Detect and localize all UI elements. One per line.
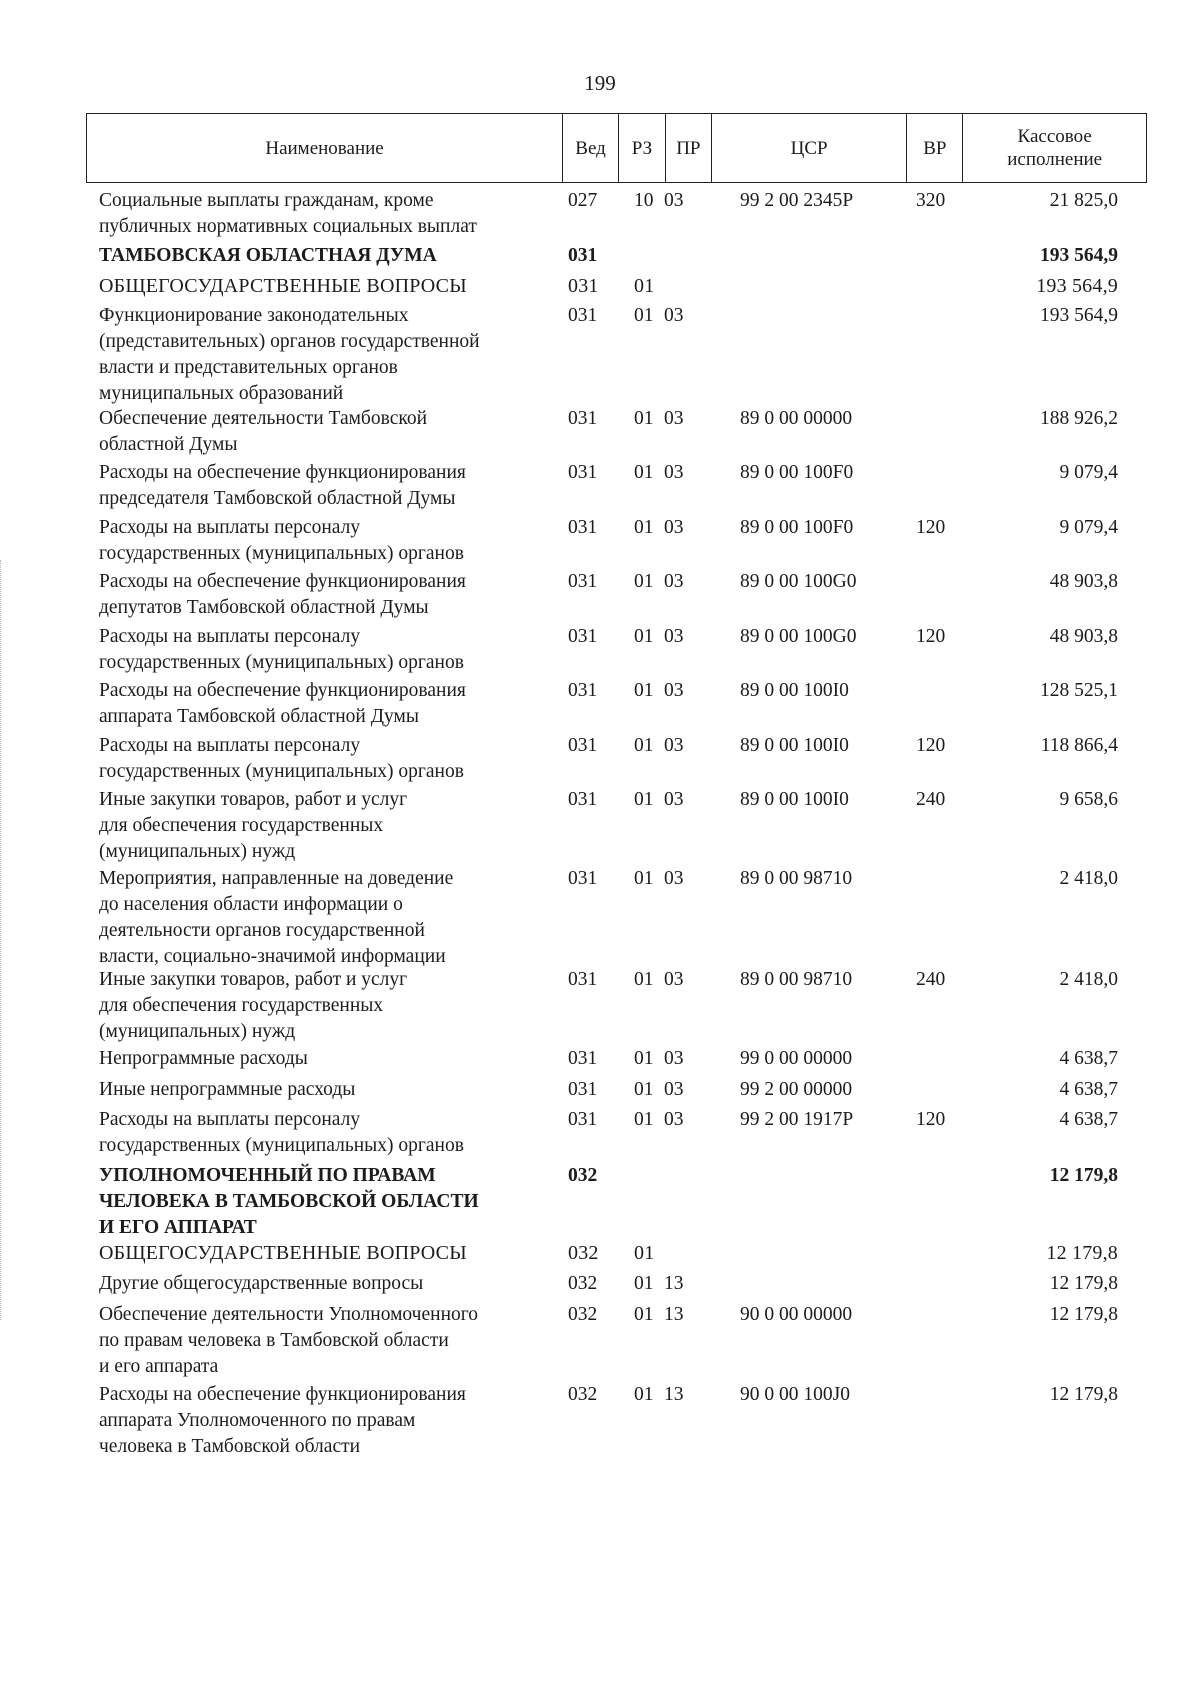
cell-ved: 031 (568, 735, 598, 756)
cell-rz: 01 (634, 789, 654, 810)
cell-ved: 031 (568, 517, 598, 538)
cell-ved: 031 (568, 868, 598, 889)
cell-pr: 03 (664, 408, 684, 429)
cell-csr: 99 2 00 00000 (740, 1079, 853, 1100)
cell-rz: 10 (634, 190, 654, 211)
cell-rz: 01 (634, 1242, 655, 1264)
header-name: Наименование (87, 114, 563, 182)
cell-kassovoe-ispolnenie: 4 638,7 (1059, 1079, 1118, 1100)
cell-name: Мероприятия, направленные на доведение до населения области информации о деятельности органов государственной власти, социально-значимой информации (99, 868, 454, 967)
cell-name: Расходы на обеспечение функционирования аппарата Уполномоченного по правам человека в Тамбовской области (99, 1384, 466, 1457)
cell-rz: 01 (634, 1079, 654, 1100)
cell-name: Иные закупки товаров, работ и услуг для обеспечения государственных (муниципальных) нужд (99, 789, 408, 862)
cell-vr: 120 (916, 517, 946, 538)
cell-rz: 01 (634, 1304, 654, 1325)
cell-kassovoe-ispolnenie: 12 179,8 (1046, 1242, 1118, 1264)
cell-rz: 01 (634, 408, 654, 429)
cell-ved: 031 (568, 1079, 598, 1100)
cell-csr: 89 0 00 100F0 (740, 462, 854, 483)
cell-kassovoe-ispolnenie: 9 658,6 (1059, 789, 1118, 810)
cell-kassovoe-ispolnenie: 48 903,8 (1049, 571, 1118, 592)
cell-name: Иные непрограммные расходы (99, 1079, 356, 1100)
cell-vr: 240 (916, 789, 946, 810)
cell-csr: 99 0 00 00000 (740, 1048, 853, 1069)
cell-csr: 99 2 00 2345P (740, 190, 854, 211)
table-header (86, 113, 1147, 183)
cell-name: Расходы на выплаты персоналу государственных (муниципальных) органов (99, 1109, 464, 1156)
cell-rz: 01 (634, 735, 654, 756)
cell-kassovoe-ispolnenie: 128 525,1 (1040, 680, 1118, 701)
cell-pr: 13 (664, 1384, 684, 1405)
cell-rz: 01 (634, 275, 655, 297)
cell-csr: 90 0 00 100J0 (740, 1384, 850, 1405)
cell-name: Расходы на обеспечение функционирования депутатов Тамбовской областной Думы (99, 571, 466, 618)
cell-pr: 03 (664, 1079, 684, 1100)
cell-ved: 031 (568, 275, 599, 297)
cell-ved: 031 (568, 462, 598, 483)
cell-pr: 13 (664, 1304, 684, 1325)
cell-ved: 032 (568, 1165, 598, 1186)
cell-ved: 031 (568, 571, 598, 592)
cell-rz: 01 (634, 305, 654, 326)
cell-csr: 89 0 00 98710 (740, 868, 853, 889)
header-rz: РЗ (619, 114, 666, 182)
cell-rz: 01 (634, 680, 654, 701)
cell-kassovoe-ispolnenie: 188 926,2 (1040, 408, 1118, 429)
cell-csr: 89 0 00 100G0 (740, 626, 857, 647)
cell-ved: 032 (568, 1273, 598, 1294)
header-pr: ПР (666, 114, 712, 182)
cell-name: Обеспечение деятельности Уполномоченного по правам человека в Тамбовской области и его аппарата (99, 1304, 479, 1377)
cell-kassovoe-ispolnenie: 12 179,8 (1049, 1304, 1118, 1325)
cell-vr: 120 (916, 1109, 946, 1130)
cell-pr: 03 (664, 571, 684, 592)
cell-rz: 01 (634, 868, 654, 889)
header-kassovoe-ispolnenie: Кассовое исполнение (1007, 126, 1103, 170)
cell-name: Непрограммные расходы (99, 1048, 308, 1069)
cell-ved: 032 (568, 1384, 598, 1405)
cell-pr: 03 (664, 969, 684, 990)
cell-ved: 027 (568, 190, 598, 211)
cell-pr: 13 (664, 1273, 684, 1294)
cell-vr: 320 (916, 190, 946, 211)
cell-csr: 89 0 00 100F0 (740, 517, 854, 538)
cell-ved: 031 (568, 1048, 598, 1069)
cell-rz: 01 (634, 626, 654, 647)
cell-kassovoe-ispolnenie: 4 638,7 (1059, 1048, 1118, 1069)
header-csr: ЦСР (712, 114, 908, 182)
cell-ved: 031 (568, 789, 598, 810)
cell-kassovoe-ispolnenie: 193 564,9 (1040, 245, 1118, 266)
cell-kassovoe-ispolnenie: 48 903,8 (1049, 626, 1118, 647)
cell-rz: 01 (634, 1384, 654, 1405)
cell-csr: 89 0 00 100G0 (740, 571, 857, 592)
cell-name: Иные закупки товаров, работ и услуг для обеспечения государственных (муниципальных) нужд (99, 969, 408, 1042)
cell-pr: 03 (664, 1048, 684, 1069)
cell-ved: 031 (568, 408, 598, 429)
cell-csr: 89 0 00 98710 (740, 969, 853, 990)
cell-pr: 03 (664, 305, 684, 326)
cell-pr: 03 (664, 680, 684, 701)
page-number: 199 (584, 71, 616, 95)
cell-name: ОБЩЕГОСУДАРСТВЕННЫЕ ВОПРОСЫ (99, 1242, 467, 1264)
cell-kassovoe-ispolnenie: 12 179,8 (1049, 1273, 1118, 1294)
cell-kassovoe-ispolnenie: 193 564,9 (1040, 305, 1118, 326)
cell-kassovoe-ispolnenie: 12 179,8 (1049, 1384, 1118, 1405)
cell-ved: 031 (568, 305, 598, 326)
cell-ved: 031 (568, 245, 598, 266)
cell-name: Социальные выплаты гражданам, кроме публичных нормативных социальных выплат (99, 190, 477, 237)
cell-vr: 120 (916, 735, 946, 756)
cell-rz: 01 (634, 517, 654, 538)
cell-ved: 031 (568, 1109, 598, 1130)
cell-name: Расходы на выплаты персоналу государственных (муниципальных) органов (99, 626, 464, 673)
cell-name: Расходы на обеспечение функционирования председателя Тамбовской областной Думы (99, 462, 466, 509)
cell-pr: 03 (664, 190, 684, 211)
header-ved: Вед (563, 114, 619, 182)
cell-kassovoe-ispolnenie: 4 638,7 (1059, 1109, 1118, 1130)
cell-name: УПОЛНОМОЧЕННЫЙ ПО ПРАВАМ ЧЕЛОВЕКА В ТАМБОВСКОЙ ОБЛАСТИ И ЕГО АППАРАТ (99, 1165, 479, 1238)
cell-csr: 89 0 00 00000 (740, 408, 853, 429)
cell-kassovoe-ispolnenie: 9 079,4 (1059, 462, 1118, 483)
cell-ved: 031 (568, 626, 598, 647)
cell-name: Функционирование законодательных (представительных) органов государственной власти и представительных органов муниципальных образований (99, 305, 480, 404)
cell-name: Расходы на выплаты персоналу государственных (муниципальных) органов (99, 517, 464, 564)
cell-rz: 01 (634, 571, 654, 592)
cell-kassovoe-ispolnenie: 2 418,0 (1059, 969, 1118, 990)
cell-rz: 01 (634, 1109, 654, 1130)
cell-name: Расходы на выплаты персоналу государственных (муниципальных) органов (99, 735, 464, 782)
cell-kassovoe-ispolnenie: 12 179,8 (1049, 1165, 1118, 1186)
cell-pr: 03 (664, 626, 684, 647)
cell-pr: 03 (664, 462, 684, 483)
cell-kassovoe-ispolnenie: 9 079,4 (1059, 517, 1118, 538)
cell-pr: 03 (664, 789, 684, 810)
cell-rz: 01 (634, 1273, 654, 1294)
cell-csr: 89 0 00 100I0 (740, 789, 849, 810)
cell-name: ТАМБОВСКАЯ ОБЛАСТНАЯ ДУМА (99, 245, 437, 266)
cell-rz: 01 (634, 462, 654, 483)
cell-rz: 01 (634, 969, 654, 990)
cell-name: ОБЩЕГОСУДАРСТВЕННЫЕ ВОПРОСЫ (99, 275, 467, 297)
cell-name: Другие общегосударственные вопросы (99, 1273, 424, 1294)
header-vr: ВР (907, 114, 963, 182)
cell-csr: 99 2 00 1917P (740, 1109, 854, 1130)
cell-kassovoe-ispolnenie: 21 825,0 (1049, 190, 1118, 211)
cell-kassovoe-ispolnenie: 193 564,9 (1036, 275, 1118, 297)
cell-ved: 032 (568, 1304, 598, 1325)
cell-kassovoe-ispolnenie: 118 866,4 (1040, 735, 1118, 756)
cell-name: Обеспечение деятельности Тамбовской областной Думы (99, 408, 428, 455)
cell-vr: 240 (916, 969, 946, 990)
cell-kassovoe-ispolnenie: 2 418,0 (1059, 868, 1118, 889)
cell-name: Расходы на обеспечение функционирования аппарата Тамбовской областной Думы (99, 680, 466, 727)
cell-csr: 90 0 00 00000 (740, 1304, 853, 1325)
cell-vr: 120 (916, 626, 946, 647)
cell-pr: 03 (664, 517, 684, 538)
cell-csr: 89 0 00 100I0 (740, 680, 849, 701)
cell-ved: 032 (568, 1242, 599, 1264)
cell-rz: 01 (634, 1048, 654, 1069)
cell-ved: 031 (568, 680, 598, 701)
cell-csr: 89 0 00 100I0 (740, 735, 849, 756)
cell-pr: 03 (664, 1109, 684, 1130)
cell-pr: 03 (664, 868, 684, 889)
scan-edge-artifact (0, 560, 4, 1320)
cell-pr: 03 (664, 735, 684, 756)
cell-ved: 031 (568, 969, 598, 990)
